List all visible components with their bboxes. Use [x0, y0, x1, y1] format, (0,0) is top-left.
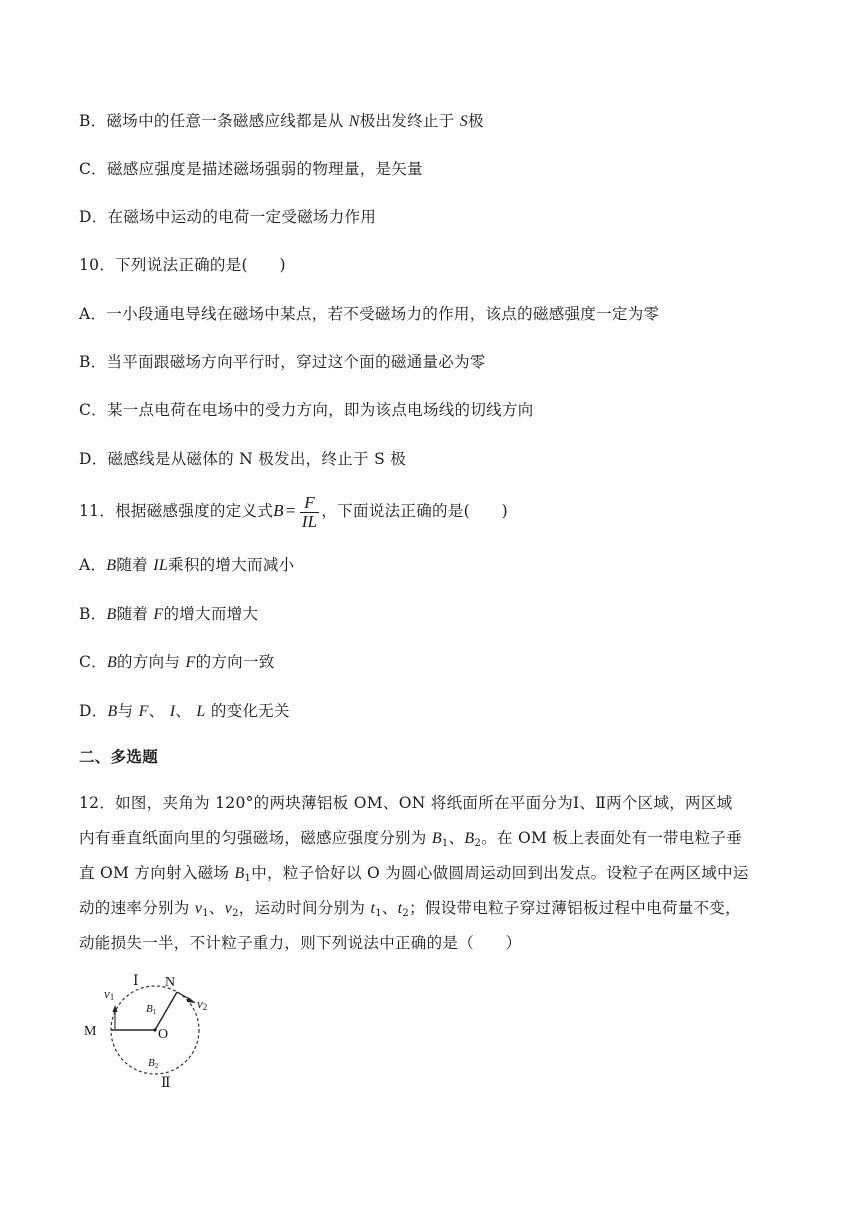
q9-option-d: D．在磁场中运动的电荷一定受磁场力作用 — [79, 208, 377, 226]
label-n: N — [165, 975, 176, 990]
plate-on — [155, 992, 177, 1030]
q11-option-a: A．B随着 IL乘积的增大而减小 — [79, 556, 295, 574]
physics-figure — [78, 970, 238, 1090]
v2-arrowhead — [187, 997, 196, 1003]
formula-fraction: $\frac{F}{IL}$ — [301, 492, 318, 531]
q11-option-b: B．B随着 F的增大而增大 — [79, 605, 259, 623]
label-m: M — [84, 1024, 97, 1039]
label-b1: B1 — [146, 1003, 157, 1016]
section-heading: 二、多选题 — [79, 748, 159, 766]
label-region-1: Ⅰ — [133, 974, 139, 989]
label-v1: v1 — [104, 986, 115, 1002]
q10-option-a: A．一小段通电导线在磁场中某点，若不受磁场力的作用，该点的磁感强度一定为零 — [79, 305, 660, 323]
q9-option-b: B．磁场中的任意一条磁感应线都是从 N极出发终止于 S极 — [79, 112, 484, 130]
label-v2: v2 — [197, 996, 208, 1012]
q12-stem: 12．如图，夹角为 120°的两块薄铝板 OM、ON 将纸面所在平面分为Ⅰ、Ⅱ两个区域，两区域 内有垂直纸面向里的匀强磁场，磁感应强度分别为 $B_1$、$B_2$。在 OM 板上表面处有一带电粒子垂 直 OM 方向射入磁场 $B_1$中，粒子恰好以 O 为圆心做圆周运动回到出发点。设粒子在两区域中运 动的速率分别为 $v_1$、$v_2$，运动时间分别为 $t_1$、$t_2$；假设带电粒子穿过薄铝板过程中电荷量不变， 动能损失一半，不计粒子重力，则下列说法中正确的是（ ） — [79, 794, 749, 952]
q10-stem: 10．下列说法正确的是( ) — [79, 256, 286, 274]
label-o: O — [158, 1027, 169, 1042]
q11-stem: 11．根据磁感强度的定义式B = $\frac{F}{IL}$ ，下面说法正确的是( ) — [79, 492, 508, 531]
q11-option-d: D．B与 F、 I、 L 的变化无关 — [79, 702, 290, 720]
q11-option-c: C．B的方向与 F的方向一致 — [79, 653, 275, 671]
q10-option-d: D．磁感线是从磁体的 N 极发出，终止于 S 极 — [79, 450, 407, 468]
q10-option-b: B．当平面跟磁场方向平行时，穿过这个面的磁通量必为零 — [79, 353, 486, 371]
label-region-2: Ⅱ — [161, 1076, 171, 1090]
q9-option-c: C．磁感应强度是描述磁场强弱的物理量，是矢量 — [79, 160, 423, 178]
label-b2: B2 — [148, 1057, 159, 1070]
formula-lhs: B — [273, 501, 284, 520]
center-o — [153, 1028, 156, 1031]
q10-option-c: C．某一点电荷在电场中的受力方向，即为该点电场线的切线方向 — [79, 401, 534, 419]
